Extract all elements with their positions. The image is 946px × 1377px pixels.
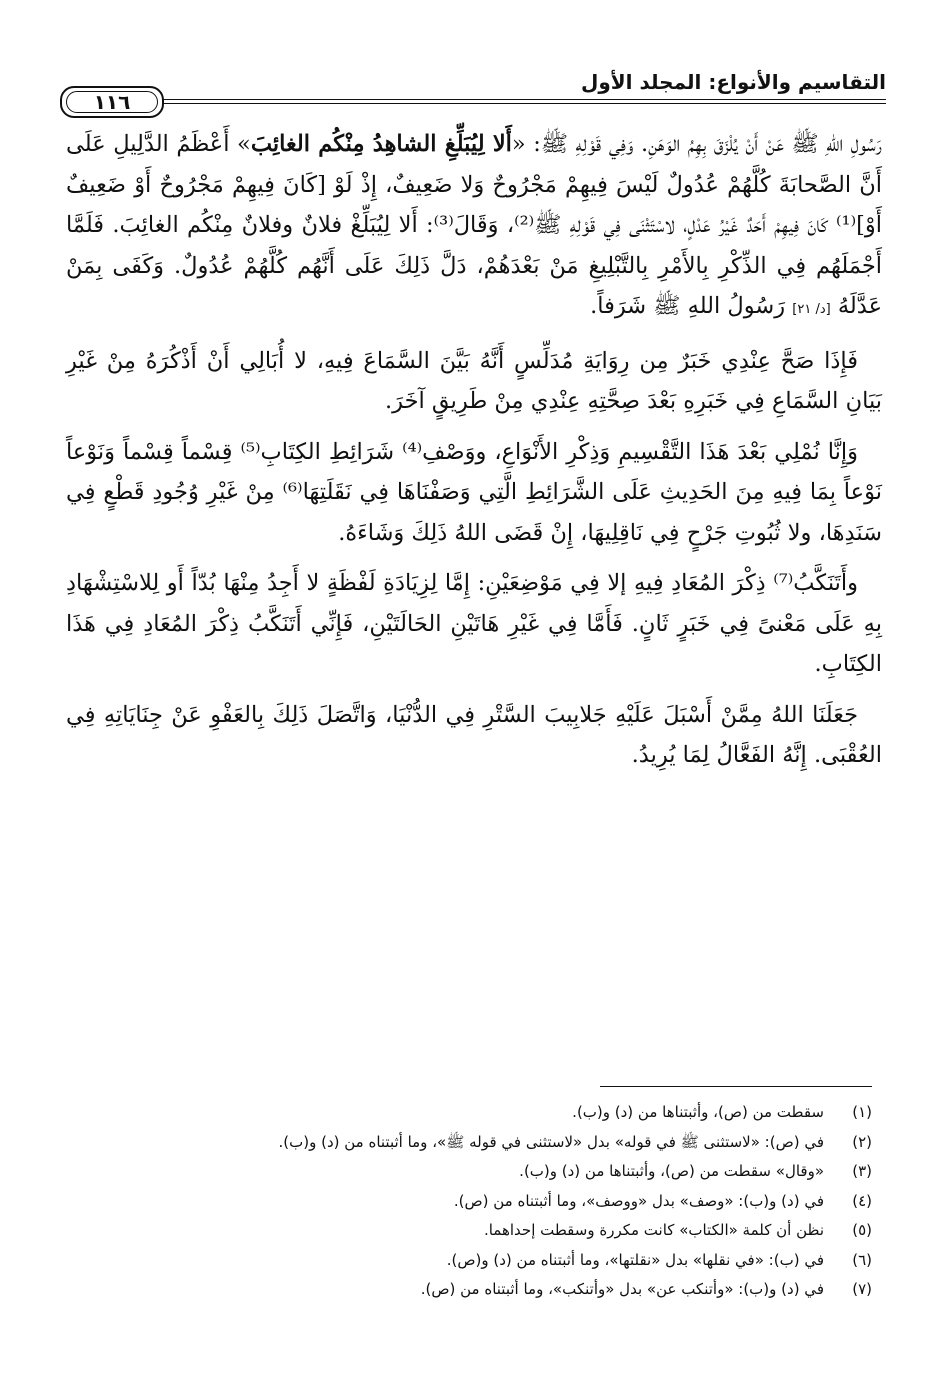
paragraph-4: وأَتَنَكَّبُ⁽⁷⁾ ذِكْرَ المُعَادِ فِيهِ إلا فِي مَوْضِعَيْنِ: إِمَّا لِزِيَادَةِ لَفْظَةٍ لا أَجِدُ مِنْهَا بُدّاً أَو لِلاسْتِشْهَادِ بِهِ عَلَى مَعْنىً فِي خَبَرٍ ثَانٍ. فَأَمَّا فِي غَيْرِ هَاتَيْنِ الحَالَتَيْنِ، فَإِنِّي أَتَنَكَّبُ ذِكْرَ المُعَادِ فِي هَذَا الكِتَابِ. xyxy=(66,570,882,677)
footnote xyxy=(120,1246,872,1276)
footnote xyxy=(120,1098,872,1128)
footnote-number: (٢) xyxy=(852,1132,872,1151)
footnote-number: (٥) xyxy=(852,1221,872,1239)
footnote-number: (٣) xyxy=(852,1162,872,1180)
running-title: التقاسيم والأنواع: المجلد الأول xyxy=(580,70,886,94)
main-text xyxy=(66,124,882,786)
header-rule xyxy=(60,99,886,100)
paragraph-2: فَإِذَا صَحَّ عِنْدِي خَبَرٌ مِن رِوَايَةِ مُدَلِّسٍ أَنَّهُ بَيَّنَ السَّمَاعَ فِيهِ، لا أُبَالِي أَنْ أَذْكُرَهُ مِنْ غَيْرِ بَيَانِ السَّمَاعِ فِي خَبَرِهِ بَعْدَ صِحَّتِهِ عِنْدِي مِنْ طَرِيقٍ آخَرَ. xyxy=(66,347,882,414)
page-header xyxy=(60,68,886,118)
footnote-text: نظن أن كلمة «الكتاب» كانت مكررة وسقطت إحداهما. xyxy=(483,1221,824,1239)
footnote-text: في (ب): «في نقلها» بدل «نقلتها»، وما أثبتناه من (د) و(ص). xyxy=(446,1250,824,1269)
footnotes xyxy=(120,1098,872,1305)
footnote-text: سقطت من (ص)، وأثبتناها من (د) و(ب). xyxy=(572,1103,824,1121)
paragraph-5: جَعَلَنَا اللهُ مِمَّنْ أَسْبَلَ عَلَيْهِ جَلابِيبَ السَّتْرِ فِي الدُّنْيَا، وَاتَّصَلَ ذَلِكَ بِالعَفْوِ عَنْ جِنَايَاتِهِ فِي العُقْبَى. إِنَّهُ الفَعَّالُ لِمَا يُرِيدُ. xyxy=(66,701,882,768)
paragraph-1-part-1: رَسُولِ اللهِ ﷺ عَنْ أَنْ يُلْزَقَ بِهِمُ الوَهَنِ. وَفِي قَوْلِهِ ﷺ: « xyxy=(511,131,882,157)
footnote-number: (٧) xyxy=(852,1280,872,1298)
footnote-separator xyxy=(600,1086,872,1087)
footnote-text: «وقال» سقطت من (ص)، وأثبتناها من (د) و(ب). xyxy=(519,1162,824,1180)
footnote xyxy=(120,1128,872,1158)
hadith-quote: أَلا لِيُبَلِّغِ الشاهِدُ مِنْكُم الغائِبَ xyxy=(250,131,512,157)
footnote xyxy=(120,1157,872,1187)
page-number xyxy=(60,86,164,118)
footnote xyxy=(120,1275,872,1305)
footnote-text: في (د) و(ب): «وصف» بدل «ووصف»، وما أثبتناه من (ص). xyxy=(453,1191,824,1210)
paragraph-1-part-3: رَسُولُ اللهِ ﷺ شَرَفاً. xyxy=(590,293,793,319)
paragraph-1-part-2: » أَعْظَمُ الدَّلِيلِ عَلَى أَنَّ الصَّحابَةَ كُلَّهُمْ عُدُولٌ لَيْسَ فِيهِمْ مَجْرُوحٌ وَلا ضَعِيفٌ، إِذْ لَوْ [كَانَ فِيهِمْ مَجْرُوحٌ أَوْ ضَعِيفٌ أَوْ]⁽¹⁾ كَانَ فِيهِمْ أَحَدٌ غَيْرُ عَدْلٍ، لاسْتَثْنَى فِي قَوْلِهِ ﷺ⁽²⁾، وَقَالَ⁽³⁾: أَلا لِيُبَلِّغْ فلانٌ وفلانٌ مِنْكُم الغائِبَ. فَلَمَّا أَجْمَلَهُم فِي الذِّكْرِ بِالأَمْرِ بِالتَّبْلِيغِ مَنْ بَعْدَهُمْ، دَلَّ ذَلِكَ عَلَى أَنَّهُم كُلَّهُمْ عُدُولٌ. وَكَفَى بِمَنْ عَدَّلَهُ xyxy=(66,131,882,319)
page-number-text: ١١٦ xyxy=(93,90,131,114)
paragraph-3: وَإِنَّا نُمْلِي بَعْدَ هَذَا التَّقْسِيمِ وَذِكْرِ الأَنْوَاعِ، ووَصْفِ⁽⁴⁾ شَرَائِطِ الكِتَابِ⁽⁵⁾ قِسْماً قِسْماً وَنَوْعاً نَوْعاً بِمَا فِيهِ مِنَ الحَدِيثِ عَلَى الشَّرَائِطِ الَّتِي وَصَفْنَاهَا فِي نَقَلَتِهَا⁽⁶⁾ مِنْ غَيْرِ وُجُودِ قَطْعٍ فِي سَنَدِهَا، ولا ثُبُوتِ جَرْحٍ فِي نَاقِلِيهَا، إِنْ قَضَى اللهُ ذَلِكَ وَشَاءَهُ. xyxy=(66,438,882,546)
manuscript-page-reference: [د/ ٢١] xyxy=(792,302,831,317)
footnote-text: في (ص): «لاستثنى ﷺ في قوله» بدل «لاستثنى في قوله ﷺ»، وما أثبتناه من (د) و(ب). xyxy=(278,1132,824,1151)
footnote-text: في (د) و(ب): «وأتنكب عن» بدل «وأتنكب»، وما أثبتناه من (ص). xyxy=(420,1280,824,1298)
footnote xyxy=(120,1216,872,1246)
footnote-number: (١) xyxy=(852,1103,872,1121)
footnote-number: (٤) xyxy=(852,1191,872,1210)
header-rule xyxy=(60,103,886,104)
footnote xyxy=(120,1187,872,1217)
footnote-number: (٦) xyxy=(852,1250,872,1269)
paragraph-1 xyxy=(66,124,882,331)
